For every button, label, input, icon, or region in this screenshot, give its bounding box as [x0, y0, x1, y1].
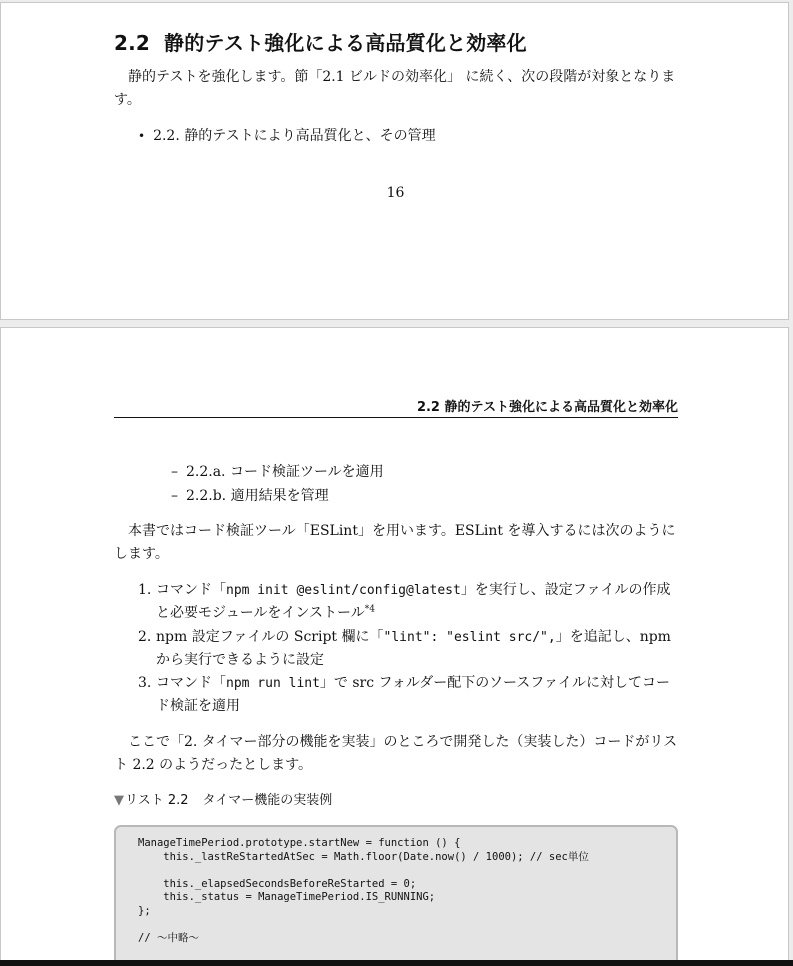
- intro-paragraph: 静的テストを強化します。節「2.1 ビルドの効率化」 に続く、次の段階が対象となります。: [114, 69, 676, 108]
- sub-list-text: 2.2.b. 適用結果を管理: [186, 488, 329, 504]
- code-listing: [114, 825, 678, 966]
- dash-marker: –: [171, 464, 178, 480]
- section-title: 静的テスト強化による高品質化と効率化: [164, 31, 527, 55]
- numbered-step: [114, 579, 678, 625]
- step-text-pre: コマンド「: [156, 582, 226, 598]
- document-page-1: [0, 2, 789, 320]
- bottom-edge-bar: [0, 960, 793, 966]
- numbered-step: [114, 626, 678, 672]
- dash-marker: –: [171, 488, 178, 504]
- listing-title: タイマー機能の実装例: [202, 793, 333, 808]
- bullet-marker: •: [138, 129, 146, 143]
- step-number: 3.: [138, 675, 152, 691]
- sub-list-text: 2.2.a. コード検証ツールを適用: [186, 464, 384, 480]
- section-heading: [114, 27, 527, 56]
- step-code: npm init @eslint/config@latest: [226, 583, 461, 598]
- bullet-item: [138, 125, 436, 148]
- section-number: 2.2: [114, 31, 151, 55]
- running-header: 2.2 静的テスト強化による高品質化と効率化: [114, 399, 678, 418]
- footnote-marker: *4: [364, 604, 375, 615]
- triangle-down-icon: ▼: [114, 793, 124, 808]
- sub-list-item: [171, 461, 384, 484]
- listing-label: リスト 2.2: [125, 793, 189, 808]
- listing-caption: [114, 789, 332, 808]
- sub-list-item: [171, 485, 329, 508]
- step-number: 1.: [138, 582, 152, 598]
- step-text-post: 」を実行し、設定ファイルの作成と必要モジュールをインストール: [156, 582, 671, 621]
- step-code: npm run lint: [226, 676, 320, 691]
- document-page-2: [0, 327, 789, 966]
- step-text-pre: npm 設定ファイルの Script 欄に「: [156, 629, 384, 645]
- bullet-text: 2.2. 静的テストにより高品質化と、その管理: [153, 128, 436, 144]
- step-text-pre: コマンド「: [156, 675, 226, 691]
- body-paragraph: 本書ではコード検証ツール「ESLint」を用います。ESLint を導入するには次のようにします。: [114, 523, 676, 562]
- step-number: 2.: [138, 629, 152, 645]
- step-code: "lint": "eslint src/",: [383, 630, 556, 645]
- body-paragraph-2: ここで「2. タイマー部分の機能を実装」のところで開発した（実装した）コードがリスト 2.2 のようだったとします。: [114, 734, 678, 773]
- numbered-step: [114, 672, 678, 718]
- code-block: ManageTimePeriod.prototype.startNew = function () { this._lastReStartedAtSec = Math.floor(Date.now() / 1000); // sec単位 this._elapsedSecondsBeforeReStarted = 0; this._status = ManageTimePeriod.IS_RUNNING; }; // ～中略～: [138, 837, 589, 944]
- page-number: 16: [386, 185, 405, 201]
- step-text-post: 」を追記し、npm から実行できるように設定: [156, 629, 671, 668]
- step-text-post: 」で src フォルダー配下のソースファイルに対してコード検証を適用: [156, 675, 671, 714]
- numbered-list: [114, 579, 678, 718]
